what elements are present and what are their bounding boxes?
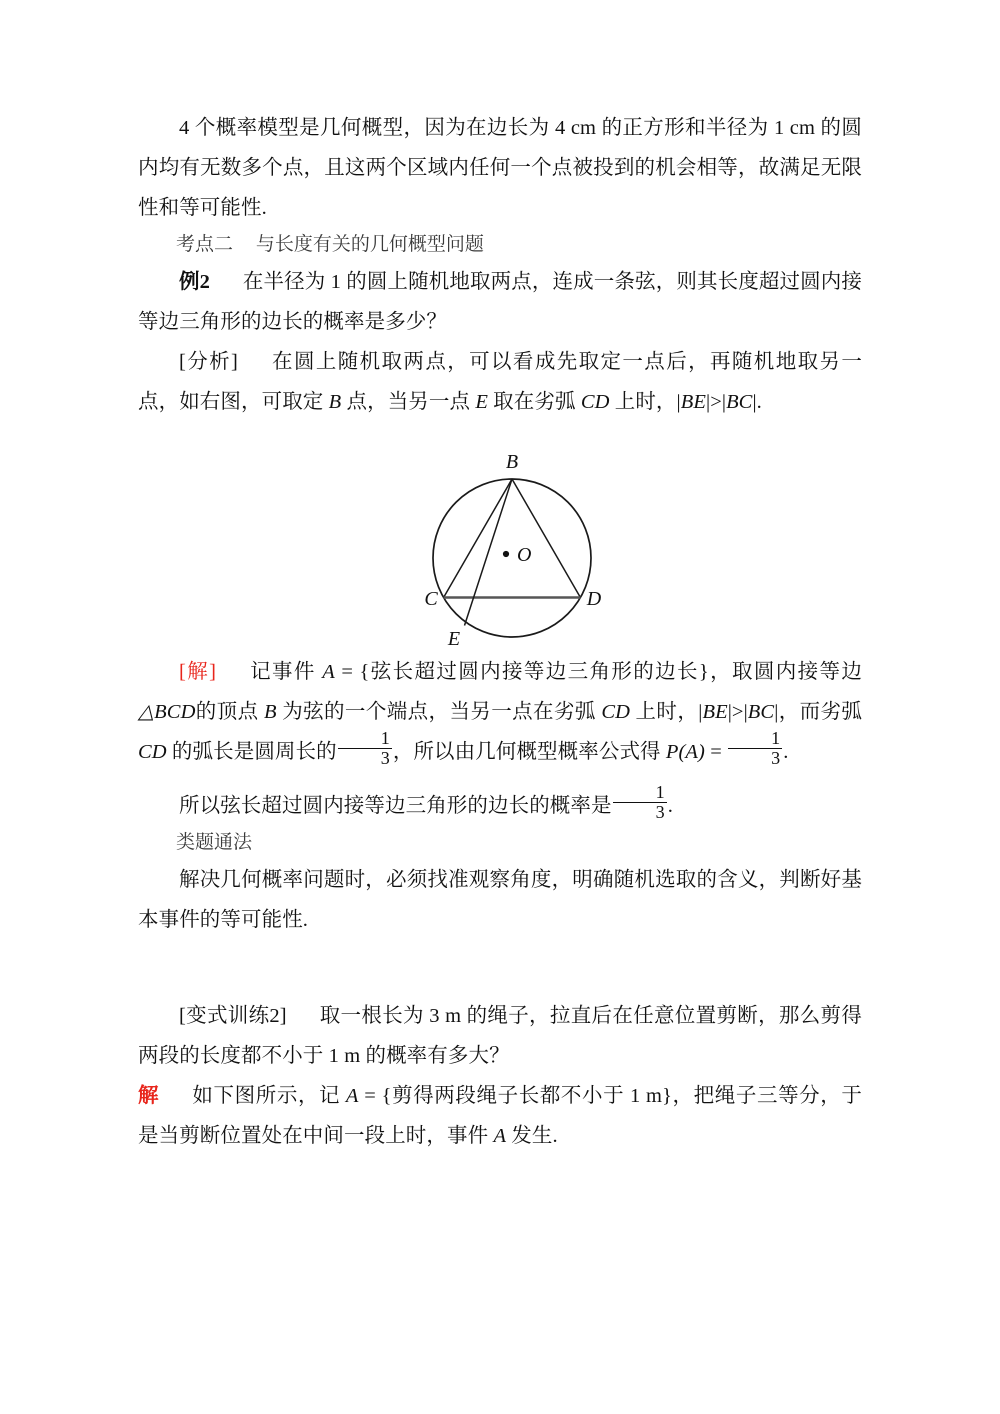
analysis-line-2c: 点，当另一点 xyxy=(341,391,476,413)
analysis-line-2a: 如右图，可取定 xyxy=(179,391,329,413)
analysis-arc-cd: CD xyxy=(580,391,610,413)
conclusion-block xyxy=(138,782,862,826)
section-heading-kaodian-2 xyxy=(138,228,862,262)
fraction-one-third-arc xyxy=(338,729,392,767)
conclusion-text: 所以弦长超过圆内接等边三角形的边长的概率是 xyxy=(179,795,612,817)
section-spacer xyxy=(138,940,862,996)
circle-triangle-figure xyxy=(395,430,629,648)
solution-1-arc-cd: CD xyxy=(601,701,630,723)
fraction-denominator: 3 xyxy=(728,748,782,767)
label-e: E xyxy=(447,628,461,648)
method-body-line-2: 本事件的等可能性. xyxy=(138,909,309,931)
solution-2-l1c: = {剪得两段绳子长都不小于 1 m}，把绳子三等分，于是 xyxy=(138,1085,862,1147)
solution-1-event-a: A xyxy=(322,661,335,683)
solution-2-block xyxy=(138,1076,862,1156)
practice-tag: [变式训练2] xyxy=(179,1005,287,1027)
label-b: B xyxy=(505,451,519,473)
solution-2-event-a-2: A xyxy=(493,1125,507,1147)
fraction-denominator: 3 xyxy=(613,802,667,821)
fraction-numerator: 1 xyxy=(771,728,781,749)
solution-1-vertex-b: B xyxy=(264,701,277,723)
triangle-area xyxy=(444,479,581,598)
fraction-numerator: 1 xyxy=(380,728,390,749)
analysis-line-2k: |. xyxy=(752,391,762,413)
analysis-point-e: E xyxy=(475,391,488,413)
solution-1-l2k: 的 xyxy=(166,741,193,763)
example-tag-label: 例 xyxy=(179,271,200,293)
paragraph-geometric-model-intro xyxy=(138,108,862,228)
solution-2-l1a: 如下图所示，记 xyxy=(191,1085,346,1107)
example-2-text: 在半径为 1 的圆上随机地取两点，连成一条弦，则其长度超过圆内接等边三角形的边长的概率是多少？ xyxy=(138,271,862,333)
solution-2-l2a: 当剪断位置处在中间一段上时，事件 xyxy=(158,1125,494,1147)
solution-1-period: . xyxy=(783,741,789,763)
solution-1-l3b: ，所以由几何概型概率公式得 xyxy=(392,741,666,763)
label-o: O xyxy=(517,544,532,566)
method-body-block xyxy=(138,860,862,940)
solution-1-seg-be: BE xyxy=(702,701,728,723)
fraction-one-third-conclusion xyxy=(613,783,667,821)
analysis-line-2i: |>| xyxy=(705,391,727,413)
segment-bc xyxy=(444,479,512,598)
solution-2-event-a: A xyxy=(345,1085,359,1107)
practice-line-1: 取一根长为 3 m 的绳子，拉直后在任意位置剪断，那么剪得 xyxy=(319,1005,862,1027)
circle-outline xyxy=(433,479,591,637)
section-heading-label: 考点二 xyxy=(176,234,234,255)
analysis-seg-be: BE xyxy=(680,391,706,413)
label-c: C xyxy=(424,588,438,610)
method-heading-text: 类题通法 xyxy=(176,832,253,853)
analysis-point-b: B xyxy=(328,391,342,413)
solution-1-l2e: 上时，| xyxy=(630,701,703,723)
method-body-line-1: 解决几何概率问题时，必须找准观察角度，明确随机选取的含义，判断好基 xyxy=(179,869,862,891)
example-tag-number: 2 xyxy=(199,271,210,293)
solution-1-seg-bc: BC xyxy=(747,701,775,723)
solution-1-tag: [解] xyxy=(179,661,217,683)
fraction-denominator: 3 xyxy=(338,748,392,767)
solution-2-l2c: 发生. xyxy=(506,1125,558,1147)
analysis-seg-bc: BC xyxy=(726,391,753,413)
figure-container xyxy=(138,430,862,648)
probability-expression-pa: P(A) xyxy=(665,741,705,763)
analysis-block xyxy=(138,342,862,422)
practice-exercise-block xyxy=(138,996,862,1076)
page-content xyxy=(138,108,862,1156)
method-heading xyxy=(138,826,862,860)
label-d: D xyxy=(586,588,602,610)
spacer xyxy=(138,772,862,786)
solution-1-l3a: 弧长是圆周长的 xyxy=(192,741,337,763)
analysis-tag: [分析] xyxy=(179,351,238,373)
center-point-dot xyxy=(503,551,509,557)
solution-1-arc-cd-2: CD xyxy=(138,741,167,763)
segment-bd xyxy=(512,479,580,598)
fraction-numerator: 1 xyxy=(655,782,665,803)
solution-1-l2i: |，而劣弧 xyxy=(774,701,863,723)
solution-1-l2c: 为弦的一个端点，当另一点在劣弧 xyxy=(276,701,602,723)
section-heading-title: 与长度有关的几何概型问题 xyxy=(255,234,484,255)
solution-1-l2a: 的顶点 xyxy=(195,701,265,723)
solution-1-triangle-bcd: △BCD xyxy=(138,701,196,723)
practice-line-2: 两段的长度都不小于 1 m 的概率有多大？ xyxy=(138,1045,510,1067)
paragraph-text: 4 个概率模型是几何概型，因为在边长为 4 cm 的正方形和半径为 1 cm 的圆内均有无数多个点，且这两个区域内任何一个点被投到的机会相等，故满足无限性和等可能性. xyxy=(138,117,862,219)
solution-1-l1a: 记事件 xyxy=(248,661,323,683)
solution-1-l1c: = {弦长超过圆内接等边三角形的边长}，取圆内接等边 xyxy=(334,661,862,683)
analysis-line-2e: 取在劣弧 xyxy=(487,391,581,413)
solution-2-tag: 解 xyxy=(138,1085,160,1107)
solution-1-block xyxy=(138,652,862,772)
analysis-line-2g: 上时，| xyxy=(609,391,681,413)
solution-1-l2g: |>| xyxy=(727,701,748,723)
analysis-line-1: 在圆上随机取两点，可以看成先取定一点后，再随机地取另一点， xyxy=(138,351,862,413)
solution-1-equals: = xyxy=(704,741,728,763)
conclusion-period: . xyxy=(667,795,673,817)
example-2-block xyxy=(138,262,862,342)
circle-triangle-svg xyxy=(395,430,629,648)
fraction-one-third-result xyxy=(728,729,782,767)
